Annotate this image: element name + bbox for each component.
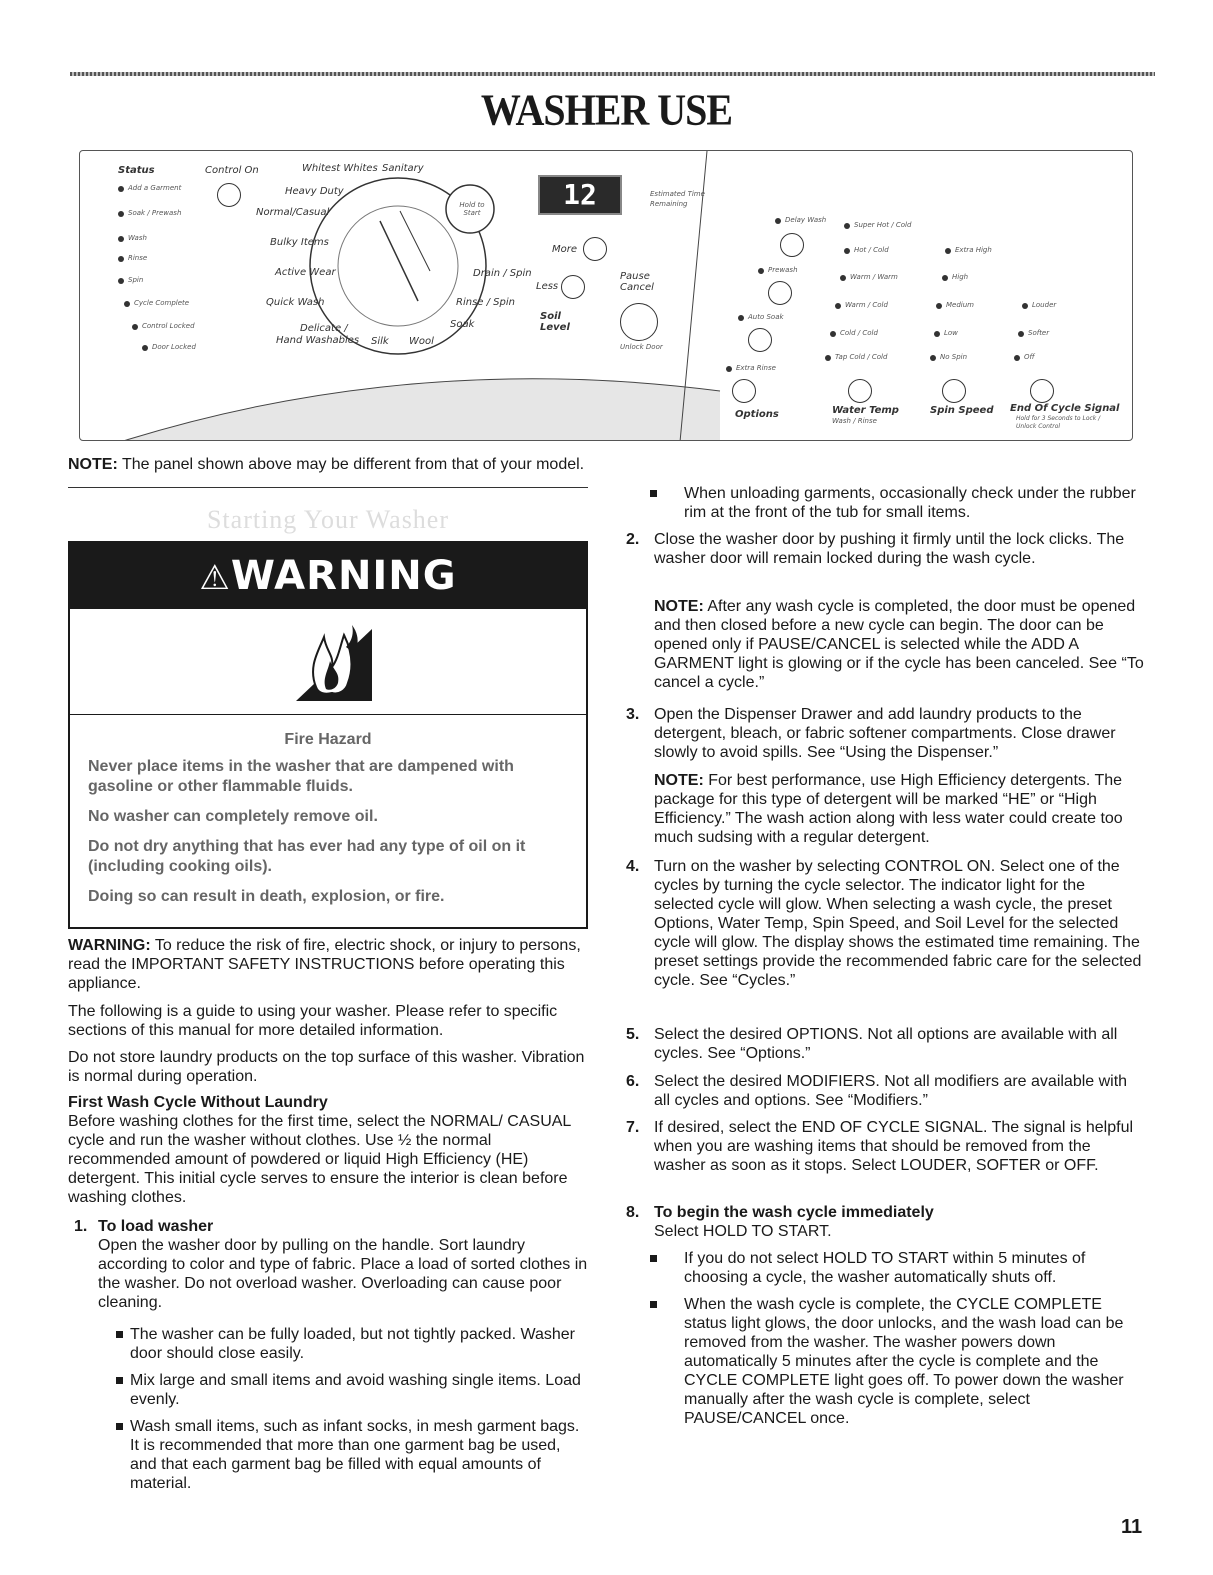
cycle-label: Soak [450,319,475,330]
note-2 [654,597,1144,692]
note-label: NOTE: [68,456,118,473]
list-item [98,1325,588,1363]
auto-soak-button[interactable] [748,328,772,352]
step-2 [622,530,1144,568]
spin-speed-label: Spin Speed [930,405,994,416]
step-text: Close the washer door by pushing it firmly until the lock clicks. The washer door will remain locked during the wash cycle. [654,531,1125,567]
warning-body [70,715,586,927]
warning-line: Do not dry anything that has ever had any type of oil on it (including cooking oils). [88,838,526,875]
bullet-text: If you do not select HOLD TO START within 5 minutes of choosing a cycle, the washer automatically shuts off. [684,1250,1086,1286]
warning-header [70,543,586,609]
warning-line: Never place items in the washer that are dampened with gasoline or other flammable fluids. [88,758,514,795]
control-panel-figure [79,150,1133,441]
list-item [622,1295,1144,1428]
status-item: Soak / Prewash [128,209,182,217]
time-display: 12 [538,175,622,215]
list-item [622,484,1144,522]
cycle-label: Heavy Duty [285,186,344,197]
status-label: Status [118,165,155,176]
warning-header-text: WARNING [230,553,457,599]
step-1-heading: To load washer [98,1218,214,1235]
step-text: Select the desired MODIFIERS. Not all modifiers are available with all cycles and options. See “Modifiers.” [654,1073,1128,1109]
signal-button[interactable] [1030,379,1054,403]
note-label: NOTE: [654,772,704,789]
step-text: Open the Dispenser Drawer and add laundry products to the detergent, bleach, or fabric softener compartments. Close drawer slowly to avoid spills. See “Using the Dispenser.” [654,706,1116,761]
note-3 [654,771,1144,847]
bullet-text: When unloading garments, occasionally check under the rubber rim at the front of the tub for small items. [684,485,1136,521]
spin-speed-item: Medium [946,301,974,309]
intro-paragraph: The following is a guide to using your washer. Please refer to specific sections of this manual for more detailed information. [68,1003,558,1039]
water-temp-button[interactable] [848,379,872,403]
bullet-square-icon [116,1331,123,1338]
bullet-square-icon [650,1255,657,1262]
step-8 [622,1203,1144,1241]
signal-item: Off [1024,353,1035,361]
control-on-label: Control On [205,165,259,176]
cycle-label: Quick Wash [266,297,325,308]
warning-line: Doing so can result in death, explosion, or fire. [88,888,445,905]
pause-cancel-button[interactable] [620,303,658,341]
bullet-square-icon [116,1377,123,1384]
step-1-text: Open the washer door by pulling on the handle. Sort laundry according to color and type of fabric. Place a load of sorted clothes in the washer. Do not overload washer. Overloading can cause poor cleaning. [98,1237,588,1311]
cycle-label: Hand Washables [276,335,360,346]
step-text: Select HOLD TO START. [654,1223,832,1240]
page-number: 11 [1121,1516,1143,1538]
step-1 [68,1217,588,1312]
option-label: Auto Soak [748,313,784,321]
cycle-label: Drain / Spin [473,268,532,279]
bullet-text: When the wash cycle is complete, the CYCLE COMPLETE status light glows, the door unlocks, and the wash load can be removed from the washer. The washer powers down automatically 5 minutes after the cycle is complete and the CYCLE COMPLETE light goes off. To power down the washer manually after the wash cycle is complete, select PAUSE/CANCEL once. [684,1296,1124,1427]
status-item: Door Locked [152,343,196,351]
cycle-label: Active Wear [275,267,336,278]
list-item [622,1249,1144,1287]
note-label: NOTE: [654,598,704,615]
step-number: 4. [626,858,640,875]
option-label: Prewash [768,266,798,274]
delay-wash-button[interactable] [780,233,804,257]
options-label: Options [735,409,779,420]
option-label: Extra Rinse [736,364,776,372]
bullet-square-icon [116,1423,123,1430]
warning-line: No washer can completely remove oil. [88,808,378,825]
option-label: Delay Wash [785,216,827,224]
cycle-label: Bulky Items [270,237,329,248]
signal-item: Louder [1032,301,1057,309]
page-title: WASHER USE [480,84,733,135]
first-wash-heading: First Wash Cycle Without Laundry [68,1094,328,1111]
hold-to-start-button[interactable]: Hold to Start [459,201,485,217]
water-temp-item: Tap Cold / Cold [835,353,888,361]
signal-label: End Of Cycle Signal [1010,403,1120,414]
section-rule [68,487,588,488]
cycle-label: Wool [409,336,434,347]
bullet-text: Wash small items, such as infant socks, in mesh garment bags. It is recommended that more than one garment bag be used, and that each garment bag be filled with equal amounts of material. [130,1418,580,1492]
storage-paragraph: Do not store laundry products on the top surface of this washer. Vibration is normal during operation. [68,1049,585,1085]
less-label: Less [536,281,559,292]
spin-speed-item: Extra High [955,246,992,254]
warning-triangle-icon: ⚠ [199,558,231,598]
step-8-heading: To begin the wash cycle immediately [654,1204,934,1221]
step-number: 2. [626,531,640,548]
prewash-button[interactable] [768,281,792,305]
note-text: The panel shown above may be different from that of your model. [117,456,585,473]
top-rule [70,72,1155,76]
water-temp-sub-label: Wash / Rinse [832,417,877,425]
signal-sub-label: Hold for 3 Seconds to Lock / Unlock Control [1016,415,1101,430]
bullet-square-icon [650,490,657,497]
status-item: Control Locked [142,322,195,330]
water-temp-item: Hot / Cold [854,246,889,254]
step-text: Select the desired OPTIONS. Not all options are available with all cycles. See “Options.” [654,1026,1118,1062]
list-item [98,1417,588,1493]
step-number: 5. [626,1026,640,1043]
step-4 [622,857,1144,990]
note-text: After any wash cycle is completed, the door must be opened and then closed before a new cycle can begin. The door can be opened only if PAUSE/CANCEL is selected while the ADD A GARMENT light is glowing or if the cycle has been canceled. See “To cancel a cycle.” [654,598,1144,691]
bullet-text: The washer can be fully loaded, but not tightly packed. Washer door should close easily. [130,1326,575,1362]
more-label: More [552,244,578,255]
status-item: Rinse [128,254,148,262]
step-text: Turn on the washer by selecting CONTROL ON. Select one of the cycles by turning the cycle selector. The indicator light for the selected cycle will glow. When selecting a wash cycle, the preset Options, Water Temp, Spin Speed, and Soil Level for the selected cycle will glow. The display shows the estimated time remaining. The preset settings provide the recommended fabric care for the selected cycle. See “Cycles.” [654,858,1142,989]
step-number: 1. [74,1218,88,1235]
step-5 [622,1025,1144,1063]
water-temp-item: Cold / Cold [840,329,878,337]
status-item: Spin [128,276,144,284]
step-7 [622,1118,1144,1175]
cycle-label: Whitest Whites [302,163,378,174]
cycle-label: Delicate / [300,323,348,334]
cycle-label: Normal/Casual [256,207,330,218]
spin-speed-item: High [952,273,969,281]
warning-paragraph-text: To reduce the risk of fire, electric shock, or injury to persons, read the IMPORTANT SAFETY INSTRUCTIONS before operating this appliance. [68,937,581,992]
step-3 [622,705,1144,762]
warning-label: WARNING: [68,937,151,954]
step-number: 8. [626,1204,640,1221]
control-on-button[interactable] [217,183,241,207]
water-temp-item: Super Hot / Cold [854,221,912,229]
bullet-square-icon [650,1301,657,1308]
warning-box [68,541,588,929]
list-item [98,1371,588,1409]
status-item: Cycle Complete [134,299,190,307]
note-text: For best performance, use High Efficiency detergents. The package for this type of detergent will be marked “HE” or “High Efficiency.” The wash action along with less water could create too much sudsing with a regular detergent. [654,772,1123,846]
extra-rinse-button[interactable] [732,379,756,403]
cycle-label: Rinse / Spin [456,297,515,308]
bullet-text: Mix large and small items and avoid washing single items. Load evenly. [130,1372,581,1408]
section-heading: Starting Your Washer [206,505,450,534]
warning-hazard-title: Fire Hazard [284,731,372,748]
water-temp-label: Water Temp [832,405,899,416]
more-button[interactable] [583,237,607,261]
water-temp-item: Warm / Cold [845,301,888,309]
status-item: Add a Garment [128,184,182,192]
step-number: 3. [626,706,640,723]
first-wash-text: Before washing clothes for the first time, select the NORMAL/ CASUAL cycle and run the washer without clothes. Use ½ the normal recommended amount of powdered or liquid High Efficiency (HE) detergent. This initial cycle serves to ensure the interior is clean before washing clothes. [68,1113,571,1206]
soil-level-label: Soil Level [540,311,570,333]
less-button[interactable] [561,275,585,299]
estimated-time-label: Estimated Time Remaining [650,190,705,208]
spin-speed-item: Low [944,329,958,337]
status-item: Wash [128,234,147,242]
panel-arc-shade [120,379,720,441]
step-number: 7. [626,1119,640,1136]
pause-cancel-label: Pause Cancel [620,271,654,293]
warning-image [70,609,586,715]
spin-speed-button[interactable] [942,379,966,403]
cycle-label: Silk [371,336,389,347]
spin-speed-item: No Spin [940,353,968,361]
fire-hazard-icon [288,617,378,709]
warning-paragraph [68,936,588,993]
step-6 [622,1072,1144,1110]
cycle-label: Sanitary [382,163,424,174]
unlock-door-label: Unlock Door [620,343,663,351]
step-number: 6. [626,1073,640,1090]
step-text: If desired, select the END OF CYCLE SIGNAL. The signal is helpful when you are washing items that should be removed from the washer as soon as it stops. Select LOUDER, SOFTER or OFF. [654,1119,1134,1174]
panel-note [68,456,584,474]
water-temp-item: Warm / Warm [850,273,898,281]
signal-item: Softer [1028,329,1050,337]
